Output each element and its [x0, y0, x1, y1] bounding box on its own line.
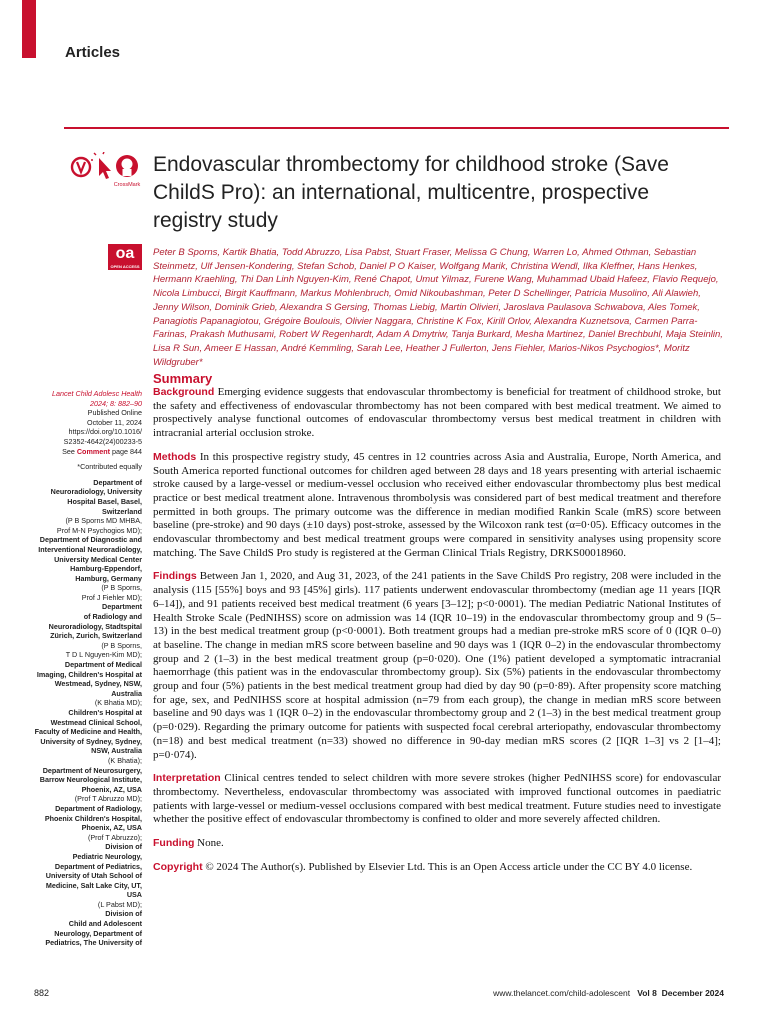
page-number: 882 — [34, 988, 50, 998]
affiliation-line: Phoenix, AZ, USA — [81, 784, 142, 794]
affiliation-line: Child and Adolescent — [68, 919, 142, 929]
affiliation-line: USA — [126, 890, 142, 900]
affiliation-line: Division of — [105, 909, 142, 919]
affiliation-line: Prof M-N Psychogios MD); — [56, 525, 142, 535]
affiliation-line: Interventional Neuroradiology, — [38, 544, 142, 554]
affiliation-line: Barrow Neurological Institute, — [39, 775, 142, 785]
affiliation-line: Pediatrics, The University of — [45, 938, 142, 948]
affiliation-line: Department of Neurosurgery, — [42, 765, 142, 775]
funding-text: None. — [197, 837, 224, 850]
pen-icon — [72, 158, 90, 176]
affiliation-line: Westmead, Sydney, NSW, — [54, 679, 142, 689]
interpretation-text: Clinical centres tended to select children with more severe strokes (higher PedNIHSS score) for endovascular thrombectomy. Nevertheless, endovascular thrombectomy was associated with improved functional outcomes in paediatric patients with large-vessel or medium-vessel occlusions compared with best medical treatment. Future studies need to investigate whether the positive effect of endovascular thrombectomy is confined to older and more severely affected children. — [153, 772, 721, 826]
affiliation-line: Phoenix, AZ, USA — [81, 823, 142, 833]
affiliation-line: Hamburg-Eppendorf, — [70, 564, 142, 574]
doi-link-1[interactable]: https://doi.org/10.1016/ — [68, 427, 142, 437]
issue-date: December 2024 — [661, 988, 724, 998]
affiliation-line: Prof J Fiehler MD); — [81, 592, 142, 602]
affiliation-line: University of Sydney, Sydney, — [40, 736, 142, 746]
findings-paragraph — [153, 570, 721, 762]
journal-citation: Lancet Child Adolesc Health — [51, 389, 142, 398]
findings-heading: Findings — [153, 570, 197, 583]
methods-paragraph — [153, 451, 721, 561]
journal-volume: 2024; 8: 882–90 — [90, 398, 142, 408]
affiliation-line: Neuroradiology, Stadtspital — [48, 621, 142, 631]
contributed-note: *Contributed equally — [77, 462, 142, 472]
background-paragraph — [153, 386, 721, 441]
affiliation-line: (L Pabst MD); — [97, 899, 142, 909]
affiliation-line: Department — [102, 602, 142, 612]
background-heading: Background — [153, 386, 215, 398]
affiliation-line: (K Bhatia); — [108, 755, 142, 765]
volume: Vol 8 — [637, 988, 657, 998]
affiliation-line: Zürich, Zurich, Switzerland — [50, 631, 142, 641]
affiliation-line: (Prof T Abruzzo); — [87, 832, 142, 842]
journal-url[interactable]: www.thelancet.com/child-adolescent — [493, 988, 631, 998]
affiliation-line: Medicine, Salt Lake City, UT, — [45, 880, 142, 890]
copyright-heading: Copyright — [153, 860, 203, 873]
abstract — [153, 386, 721, 885]
affiliation-line: (Prof T Abruzzo MD); — [74, 794, 142, 804]
affiliation-line: Westmead Clinical School, — [50, 717, 142, 727]
affiliation-line: University Medical Center — [54, 554, 142, 564]
affiliation-line: T D L Nguyen-Kim MD); — [65, 650, 142, 660]
affiliation-line: Department of — [93, 477, 142, 487]
margin-notes — [24, 389, 142, 948]
affiliation-line: (P B Sporns, — [101, 640, 142, 650]
copyright-paragraph — [153, 861, 721, 875]
affiliation-line: of Radiology and — [83, 612, 142, 622]
affiliation-line: Neuroradiology, University — [50, 487, 142, 497]
affiliation-list — [24, 478, 142, 948]
see-comment: See Comment page 844 — [62, 446, 142, 456]
published-date: October 11, 2024 — [86, 417, 142, 427]
affiliation-line: Switzerland — [102, 506, 142, 516]
affiliation-line: Hospital Basel, Basel, — [67, 496, 142, 506]
affiliation-line: (K Bhatia MD); — [94, 698, 142, 708]
open-access-badge: oa OPEN ACCESS — [108, 244, 142, 270]
funding-heading: Funding — [153, 837, 195, 850]
affiliation-line: Hamburg, Germany — [75, 573, 142, 583]
affiliation-line: Phoenix Children's Hospital, — [44, 813, 142, 823]
methods-text: In this prospective registry study, 45 centres in 12 countries across Asia and Australia, Europe, North America, and South America reported functional outcomes for children aged between 28 days and 18 years presenting with arterial ischaemic stroke caused by a large-vessel or medium-vessel occlusion who received either endovascular thrombectomy plus best medical practice or best medical treatment alone. Intravenous thrombolysis was considered part of best medical treatment and therefore permitted in both groups. The primary outcome was the difference in median modified Rankin Scale (mRS) score between baseline (pre-stroke) and 90 days (±10 days) post-stroke, assessed by the Wilcoxon rank test (α=0·05). Efficacy outcomes in the endovascular thrombectomy and best medical treatment groups were compared in sensitivity analyses using propensity score matching. The Save ChildS Pro study is registered at the German Clinical Trials Registry, DRKS00018960. — [153, 450, 722, 559]
findings-text: Between Jan 1, 2020, and Aug 31, 2023, of the 241 patients in the Save ChildS Pro registry, 208 were included in the analysis (115 [55%] boys and 93 [45%] girls). 117 patients underwent endovascular thrombectomy (median age 11 years [IQR 6–14]), and 91 patients received best medical treatment (6 years [3–12]; p<0·0001). The median Pediatric National Institutes of Health Stroke Scale (PedNIHSS) score on admission was 14 (IQR 10–19) in the endovascular thrombectomy group and 9 (5–13) in the best medical treatment group (p<0·0001). Both treatment groups had a median pre-stroke mRS score of 0 (IQR 0–0) at baseline. The change in median mRS score between baseline and 90 days was 1 (IQR 0–2) in the endovascular thrombectomy group and 2 (1–3) in the best medical treatment group (p=0·020). One (1%) patient developed a symptomatic intracranial haemorrhage (this patient was in the endovascular thrombectomy group). Six (5%) patients in the endovascular thrombectomy group and four (5%) patients in the best medical treatment group had died by day 90 (p=0·89). After propensity score matching for age, sex, and PedNIHSS score at hospital admission (n=79 from each group), the change in median mRS score between baseline and 90 days was 1 (IQR 0–2) in the endovascular thrombectomy group and 2 (1–3) in the best medical treatment group (p=0·029). Regarding the primary outcome for patients with suspected focal cerebral arteriopathy, endovascular thrombectomy (n=18) and best medical treatment (n=33) showed no difference in 90-day median mRS scores (2 [IQR 1–3] vs 2 [1–4]; p=0·074). — [153, 570, 722, 761]
copyright-text: © 2024 The Author(s). Published by Elsevier Ltd. This is an Open Access article under the CC BY 4.0 license. — [205, 860, 693, 873]
doi-link-2[interactable]: S2352-4642(24)00233-5 — [63, 436, 142, 446]
affiliation-line: University of Utah School of — [45, 871, 142, 881]
journal-color-bar — [22, 0, 36, 58]
cursor-icon — [91, 152, 111, 179]
crossmark-icon[interactable] — [114, 155, 141, 188]
background-text: Emerging evidence suggests that endovascular thrombectomy is beneficial for treatment of childhood stroke, but the safety and effectiveness of endovascular thrombectomy has not been compared with best medical treatment. We aimed to prospectively analyse functional outcomes of endovascular thrombectomy versus best medical treatment in children with intracranial arterial occlusion stroke. — [153, 386, 721, 440]
affiliation-line: Department of Radiology, — [55, 803, 142, 813]
funding-paragraph — [153, 837, 721, 851]
article-title: Endovascular thrombectomy for childhood stroke (Save ChildS Pro): an international, multicentre, prospective registry study — [153, 153, 669, 232]
summary-heading: Summary — [153, 371, 213, 386]
interpretation-paragraph — [153, 772, 721, 827]
affiliation-line: (P B Sporns, — [101, 583, 142, 593]
affiliation-line: (P B Sporns MD MHBA, — [65, 516, 142, 526]
svg-text:CrossMark: CrossMark — [113, 182, 141, 188]
affiliation-line: Neurology, Department of — [54, 928, 142, 938]
footer-info — [493, 988, 724, 998]
header-rule — [64, 127, 729, 129]
article-icons — [70, 152, 145, 190]
section-label: Articles — [65, 44, 121, 61]
affiliation-line: Children's Hospital at — [68, 708, 142, 717]
affiliation-line: Pediatric Neurology, — [72, 851, 142, 861]
methods-heading: Methods — [153, 450, 197, 463]
affiliation-line: Department of Medical — [64, 660, 142, 670]
affiliation-line: Department of Diagnostic and — [39, 535, 142, 545]
affiliation-line: Division of — [105, 842, 142, 852]
affiliation-line: Faculty of Medicine and Health, — [34, 727, 142, 737]
affiliation-line: Department of Pediatrics, — [54, 861, 142, 871]
published-online-label: Published Online — [87, 408, 142, 418]
affiliation-line: NSW, Australia — [91, 746, 142, 756]
author-list: Peter B Sporns, Kartik Bhatia, Todd Abruzzo, Lisa Pabst, Stuart Fraser, Melissa G Chung, Warren Lo, Ahmed Othman, Sebastian Steinmetz, Ulf Jensen-Kondering, Stefan Schob, Daniel P O Kaiser, Wolfgang Marik, Christina Wendl, Ilka Kleffner, Hans Henkes, Hermann Kraehling, Thi Dan Linh Nguyen-Kim, René Chapot, Umut Yilmaz, Furene Wang, Muhammad Ubaid Hafeez, Flavio Requejo, Nicola Limbucci, Birgit Kauffmann, Markus Mohlenbruch, Omid Nikoubashman, Peter D Schellinger, Patricia Musolino, Ali Alawieh, Jenny Wilson, Dominik Grieb, Alexandra S Gersing, Thomas Liebig, Martin Olivieri, Jaroslava Paulasova Schwabova, Ales Tomek, Panagiotis Papanagiotou, Grégoire Boulouis, Olivier Naggara, Christine K Fox, Kirill Orlov, Alexandra Kuznetsova, Carmen Parra-Farinas, Prakash Muthusami, Robert W Regenhardt, Adam A Dmytriw, Tanja Burkard, Mesha Martinez, Daniel Brechbuhl, Maja Steinlin, Lisa R Sun, Ameer E Hassan, André Kemmling, Sarah Lee, Heather J Fullerton, Jens Fiehler, Marios-Nikos Psychogios*, Moritz Wildgruber* — [153, 247, 723, 368]
affiliation-line: Imaging, Children's Hospital at — [36, 669, 142, 679]
comment-link[interactable]: Comment — [76, 446, 111, 456]
affiliation-line: Australia — [111, 688, 142, 698]
interpretation-heading: Interpretation — [153, 772, 221, 785]
